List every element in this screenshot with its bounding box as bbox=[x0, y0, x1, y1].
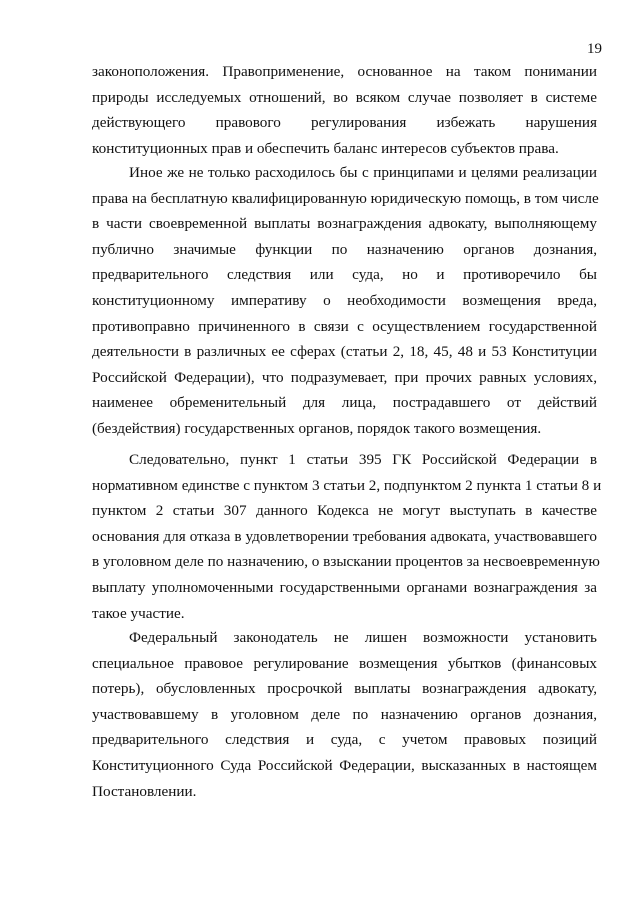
paragraph-line: участвовавшему в уголовном деле по назначению органов дознания, bbox=[92, 705, 597, 723]
paragraph-line: Федеральный законодатель не лишен возможности установить bbox=[129, 629, 597, 646]
paragraph-line: публично значимые функции по назначению органов дознания, bbox=[92, 240, 597, 258]
paragraph-line: конституционному императиву о необходимости возмещения вреда, bbox=[92, 291, 597, 309]
paragraph-line: предварительного следствия и суда, с учетом правовых позиций bbox=[92, 731, 597, 749]
paragraph-line: пунктом 2 статьи 307 данного Кодекса не могут выступать в качестве bbox=[92, 502, 597, 520]
paragraph-line: Постановлении. bbox=[92, 782, 197, 800]
paragraph-4 bbox=[92, 625, 597, 804]
paragraph-line: Конституционного Суда Российской Федерации, высказанных в настоящем bbox=[92, 756, 597, 774]
paragraph-line: в части своевременной выплаты вознаграждения адвокату, выполняющему bbox=[92, 215, 597, 233]
paragraph-2 bbox=[92, 160, 597, 442]
paragraph-line: действующего правового регулирования избежать нарушения bbox=[92, 114, 597, 132]
paragraph-line: Следовательно, пункт 1 статьи 395 ГК Российской Федерации в bbox=[129, 451, 597, 468]
paragraph-line: предварительного следствия или суда, но и противоречило бы bbox=[92, 266, 597, 284]
paragraph-line: (бездействия) государственных органов, порядок такого возмещения. bbox=[92, 419, 542, 437]
paragraph-line: природы исследуемых отношений, во всяком случае позволяет в системе bbox=[92, 88, 597, 106]
paragraph-line: такое участие. bbox=[92, 604, 185, 622]
paragraph-line: Российской Федерации), что подразумевает, при прочих равных условиях, bbox=[92, 368, 597, 386]
paragraph-line: в уголовном деле по назначению, о взыскании процентов за несвоевременную bbox=[92, 553, 600, 571]
paragraph-line: выплату уполномоченными государственными органами вознаграждения за bbox=[92, 578, 597, 596]
paragraph-1 bbox=[92, 59, 597, 161]
paragraph-line: конституционных прав и обеспечить баланс интересов субъектов права. bbox=[92, 139, 559, 157]
page-number: 19 bbox=[587, 41, 602, 57]
paragraph-3 bbox=[92, 447, 602, 626]
paragraph-line: деятельности в различных ее сферах (статьи 2, 18, 45, 48 и 53 Конституции bbox=[92, 343, 597, 361]
paragraph-line: законоположения. Правоприменение, основанное на таком понимании bbox=[92, 63, 597, 80]
paragraph-line: специальное правовое регулирование возмещения убытков (финансовых bbox=[92, 654, 597, 672]
paragraph-line: потерь), обусловленных просрочкой выплаты вознаграждения адвокату, bbox=[92, 680, 597, 698]
paragraph-line: права на бесплатную квалифицированную юридическую помощь, в том числе bbox=[92, 189, 599, 207]
paragraph-line: нормативном единстве с пунктом 3 статьи 2, подпунктом 2 пункта 1 статьи 8 и bbox=[92, 476, 602, 494]
paragraph-line: основания для отказа в удовлетворении требования адвоката, участвовавшего bbox=[92, 527, 597, 545]
paragraph-line: противоправно причиненного в связи с осуществлением государственной bbox=[92, 317, 597, 335]
paragraph-line: наименее обременительный для лица, пострадавшего от действий bbox=[92, 394, 597, 412]
paragraph-line: Иное же не только расходилось бы с принципами и целями реализации bbox=[129, 164, 597, 181]
